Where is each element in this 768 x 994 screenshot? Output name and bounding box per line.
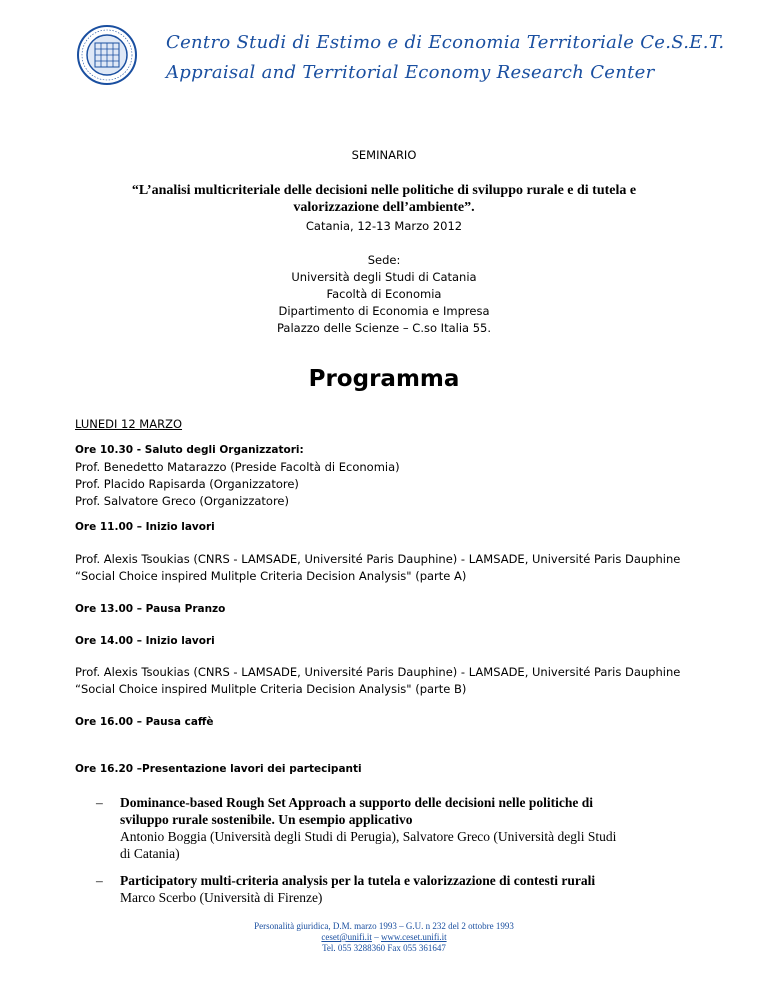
paper-title-line2: sviluppo rurale sostenibile. Un esempio applicativo [120,812,413,827]
venue-line4: Palazzo delle Scienze – C.so Italia 55. [276,321,492,335]
seminar-label: SEMINARIO [351,148,417,162]
talk-a-title: “Social Choice inspired Mulitple Criteria Decision Analysis" (parte A) [75,569,467,583]
place-date: Catania, 12-13 Marzo 2012 [305,219,463,233]
footer-phone: Tel. 055 3288360 Fax 055 361647 [322,943,446,953]
paper-authors-line1: Antonio Boggia (Università degli Studi di Perugia), Salvatore Greco (Università degli Studi [120,829,617,844]
talk-b [75,664,715,698]
footer [0,921,768,954]
talk-b-title: “Social Choice inspired Mulitple Criteria Decision Analysis" (parte B) [75,682,467,696]
venue-line1: Università degli Studi di Catania [291,270,477,284]
day-heading: LUNEDI 12 MARZO [75,417,183,431]
dash-bullet-icon: – [96,795,103,810]
slot-1620: Ore 16.20 –Presentazione lavori dei partecipanti [75,763,362,775]
venue-label: Sede: [367,253,401,267]
paper-title-line1: Participatory multi-criteria analysis per la tutela e valorizzazione di contesti rurali [120,873,596,888]
venue [0,252,768,337]
saluto-person-3: Prof. Salvatore Greco (Organizzatore) [75,494,289,508]
talk-a-speaker: Prof. Alexis Tsoukias (CNRS - LAMSADE, Université Paris Dauphine) - LAMSADE, Université Paris Dauphine [75,552,681,566]
footer-contacts [0,932,768,943]
slot-1600: Ore 16.00 – Pausa caffè [75,716,214,728]
saluto-person-1: Prof. Benedetto Matarazzo (Preside Facoltà di Economia) [75,460,400,474]
footer-separator: – [371,932,381,942]
dash-bullet-icon: – [96,873,103,888]
seminar-title [0,182,768,216]
ceset-logo [76,24,138,86]
paper-item [96,794,714,862]
slot-1400: Ore 14.00 – Inizio lavori [75,635,215,647]
saluto-block [75,442,715,510]
slot-1100: Ore 11.00 – Inizio lavori [75,521,215,533]
paper-title-line1: Dominance-based Rough Set Approach a supporto delle decisioni nelle politiche di [120,795,594,810]
footer-legal: Personalità giuridica, D.M. marzo 1993 – G.U. n 232 del 2 ottobre 1993 [254,921,514,931]
paper-authors-line1: Marco Scerbo (Università di Firenze) [120,890,323,905]
seminar-title-line2: valorizzazione dell’ambiente”. [293,200,475,215]
website-link[interactable]: www.ceset.unifi.it [380,932,447,942]
saluto-person-2: Prof. Placido Rapisarda (Organizzatore) [75,477,299,491]
talk-b-speaker: Prof. Alexis Tsoukias (CNRS - LAMSADE, Université Paris Dauphine) - LAMSADE, Université Paris Dauphine [75,665,681,679]
venue-line2: Facoltà di Economia [326,287,442,301]
letterhead-line2: Appraisal and Territorial Economy Research Center [166,62,655,83]
paper-item [96,872,714,906]
saluto-heading: Ore 10.30 - Saluto degli Organizzatori: [75,444,304,456]
venue-line3: Dipartimento di Economia e Impresa [278,304,490,318]
slot-1300: Ore 13.00 – Pausa Pranzo [75,603,226,615]
letterhead-line1: Centro Studi di Estimo e di Economia Territoriale Ce.S.E.T. [166,32,725,53]
email-link[interactable]: ceset@unifi.it [321,932,372,942]
seminar-title-line1: “L’analisi multicriteriale delle decisioni nelle politiche di sviluppo rurale e di tutela e [131,183,637,198]
talk-a [75,551,715,585]
paper-authors-line2: di Catania) [120,846,180,861]
programma-heading: Programma [308,366,460,392]
